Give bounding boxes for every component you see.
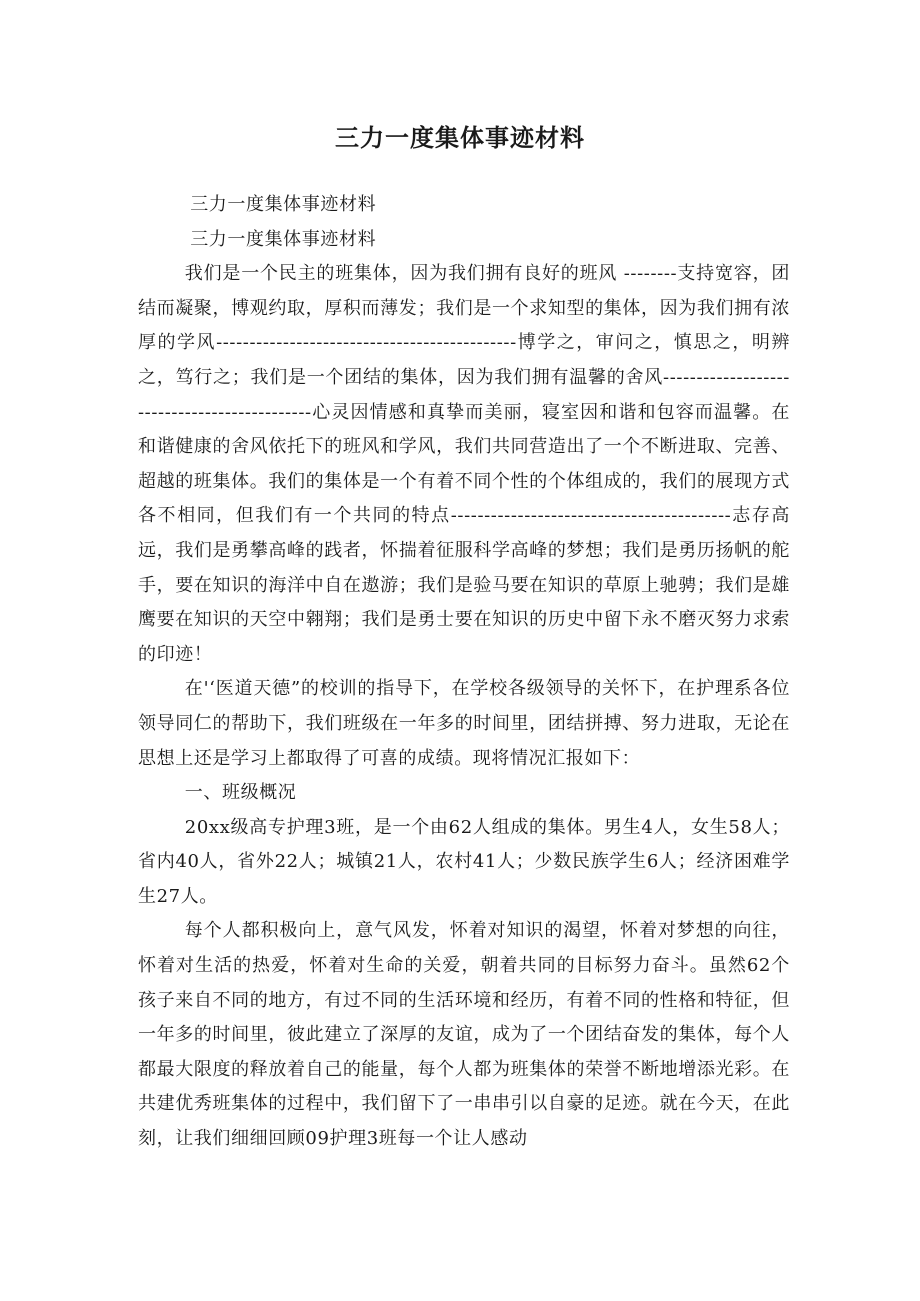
paragraph: 每个人都积极向上，意气风发，怀着对知识的渴望，怀着对梦想的向往，怀着对生活的热爱，怀着对生命的关爱，朝着共同的目标努力奋斗。虽然62个孩子来自不同的地方，有过不同的生活环境和经历，有着不同的性格和特征，但一年多的时间里，彼此建立了深厚的友谊，成为了一个团结奋发的集体，每个人都最大限度的释放着自己的能量，每个人都为班集体的荣誉不断地增添光彩。在共建优秀班集体的过程中，我们留下了一串串引以自豪的足迹。就在今天，在此刻，让我们细细回顾09护理3班每一个让人感动 bbox=[138, 920, 790, 1150]
document-body bbox=[138, 188, 790, 1157]
paragraph: 我们是一个民主的班集体，因为我们拥有良好的班风 --------支持宽容，团结而凝聚，博观约取，厚积而薄发；我们是一个求知型的集体，因为我们拥有浓厚的学风---------------------------------------------博学之，审问之，慎思之，明辨之，笃行之；我们是一个团结的集体，因为我们拥有温馨的舍风---------------------------------------------心灵因情感和真挚而美丽，寝室因和谐和包容而温馨。在和谐健康的舍风依托下的班风和学风，我们共同营造出了一个不断进取、完善、超越的班集体。我们的集体是一个有着不同个性的个体组成的，我们的展现方式各不相同，但我们有一个共同的特点------------------------------------------志存高远，我们是勇攀高峰的践者，怀揣着征服科学高峰的梦想；我们是勇历扬帆的舵手，要在知识的海洋中自在遨游；我们是验马要在知识的草原上驰骋；我们是雄鹰要在知识的天空中翱翔；我们是勇士要在知识的历史中留下永不磨灭努力求索的印迹！ bbox=[138, 263, 790, 665]
subtitle-line: 三力一度集体事迹材料 bbox=[190, 194, 377, 215]
subtitle-line: 三力一度集体事迹材料 bbox=[190, 228, 377, 250]
paragraph: 20xx级高专护理3班，是一个由62人组成的集体。男生4人，女生58人；省内40人，省外22人；城镇21人，农村41人；少数民族学生6人；经济困难学生27人。 bbox=[138, 816, 790, 907]
paragraph: 在'‘医道天德”的校训的指导下，在学校各级领导的关怀下，在护理系各位领导同仁的帮助下，我们班级在一年多的时间里，团结拼搏、努力进取，无论在思想上还是学习上都取得了可喜的成绩。现将情况汇报如下： bbox=[138, 678, 790, 769]
section-heading: 一、班级概况 bbox=[184, 782, 297, 804]
document-title: 三力一度集体事迹材料 bbox=[335, 124, 585, 152]
